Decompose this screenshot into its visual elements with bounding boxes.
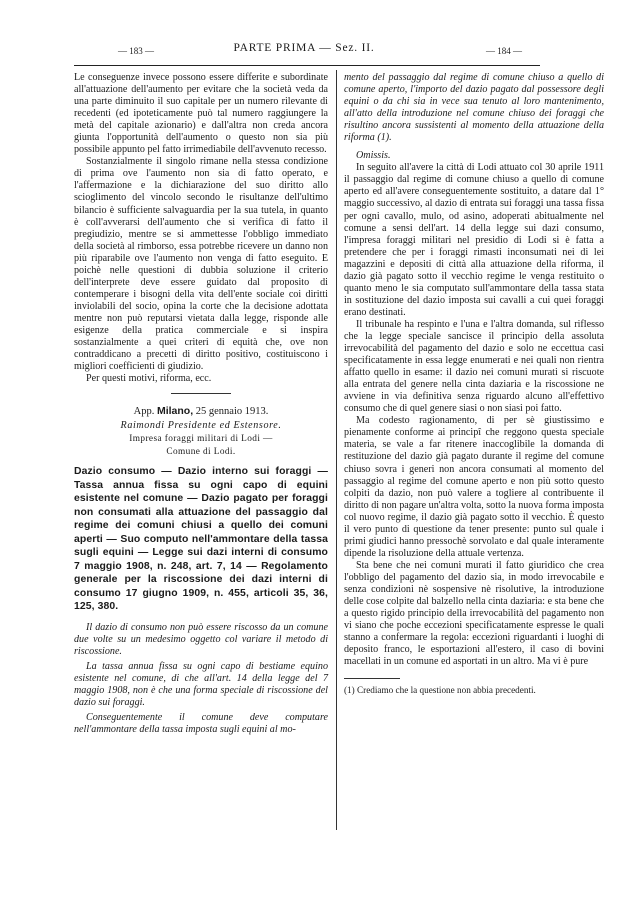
court-city: Milano, [156, 405, 194, 418]
section-separator [171, 393, 231, 394]
headnote: Dazio consumo — Dazio interno sui foraggi — Tassa annua fissa su ogni capo di equini esistente nel comune — Dazio pagato per foraggi non consumati alla attuazione del passaggio dal regime dei comuni chiusi a quello dei comuni aperti — Suo computo nell'ammontare della tassa sugli equini — Legge sui dazi interni di consumo 7 maggio 1908, n. 248, art. 7, 14 — Regolamento generale per la riscossione dei dazi interni di consumo 17 giugno 1909, n. 455, articoli 35, 36, 125, 380. [74, 466, 328, 613]
paragraph-facts: In seguito all'avere la città di Lodi attuato col 30 aprile 1911 il passaggio dal regime di comune chiuso a quello di comune aperto ed all'avere conseguentemente sostituito, a datare dal 1° maggio successivo, al dazio di entrata sui foraggi una tassa fissa per ogni cavallo, mulo, od asino, adoperati abitualmente nel comune a sensi dell'art. 14 della legge sui dazi consumo, l'impresa foraggi militari nel presidio di Lodi si è fatta a pretendere che per i foraggi rimasti inconsumati nei di lei magazzini e depositi di città alla attuazione della riforma, il dazio già pagato sotto il vecchio regime le venga restituito o quanto meno le sia computato sull'ammontare della tassa stata in sostituzione del dazio imposta sui cavalli a cui quei foraggi erano destinati. [344, 162, 604, 318]
party-defendant: Comune di Lodi. [166, 447, 236, 458]
column-divider [336, 70, 337, 830]
decision-day: 25 gennaio 1913. [195, 406, 269, 418]
paragraph-ruling: Per questi motivi, riforma, ecc. [86, 373, 212, 385]
principle-2: La tassa annua fissa su ogni capo di bestiame equino esistente nel comune, di che all'art. 14 della legge del 7 maggio 1908, non è che una forma speciale di riscossione del dazio sui foraggi. [74, 660, 328, 708]
party-plaintiff: Impresa foraggi militari di Lodi — [129, 434, 273, 445]
principle-1: Il dazio di consumo non può essere riscosso da un comune due volte su un medesimo oggetto col variare il metodo di riscossione. [74, 621, 328, 657]
footnote-rule [344, 678, 400, 679]
paragraph-reasoning: Ma codesto ragionamento, di per sè giustissimo e pienamente conforme ai principî che reggono questa speciale materia, se vale a far ritenere inaccoglibile la domanda di restituzione del dazio già pagato durante il regime del comune chiuso sovra i generi non ancora consumati al momento del passaggio al regime del comune aperto e non più sotto questo colpiti da dazio, non può valere a togliere al contribuente il diritto di non pagare un'altra volta, sotto la nuova forma imposta col nuovo regime, il dazio già pagato sotto il vecchio. È questo il vero punto di questione da tener presente: punto sul quale i primi giudici hanno pressochè sorvolato e dal quale interamente dipende la risoluzione della attuale vertenza. [344, 415, 604, 559]
section-title: PARTE PRIMA — Sez. II. [233, 42, 375, 54]
decision-judges: Raimondi Presidente ed Estensore. [120, 420, 282, 432]
paragraph-principle: Sta bene che nei comuni murati il fatto giuridico che crea l'obbligo del pagamento del dazio sia, in modo irrevocabile e senza condizioni nè sospensive nè risolutive, la introduzione delle cose colpite dal balzello nella cinta daziaria: e sta bene che a questo rigido principio della irrevocabilità del pagamento non vi siano che poche eccezioni specificatamente espresse le quali stanno a confermare la regola: eccezioni riguardanti i luoghi di deposito franco, le esportazioni all'estero, il caso di bovini macellati in un comune ed asportati in un altro. Ma vi è pure [344, 559, 604, 668]
paragraph-tribunal: Il tribunale ha respinto e l'una e l'altra domanda, sul riflesso che la legge speciale sancisce il principio della assoluta irrevocabilità del pagamento del dazio e solo ne eccettua casi specificatamente in essa legge enumerati e nei quali non rientra affatto quello in esame: il dazio nei comuni murati si riscuote alla entrata del genere nella cinta daziaria e la riscossione ne avviene in via definitiva senza riguardo alcuno all'effettivo consumo che di quel genere siasi o non siasi poi fatto. [344, 318, 604, 415]
right-column [344, 72, 604, 696]
paragraph-substance: Sostanzialmente il singolo rimane nella stessa condizione di prima ove l'aumento non sia di fatto operato, e l'affermazione e la dichiarazione del suo diritto allo scioglimento del vincolo secondo le risultanze dell'ultimo bilancio è sufficiente salvaguardia per la sua tutela, in quanto è coll'avverarsi dell'aumento che si verifica di fatto il pregiudizio, mentre se si ammettesse l'obbligo immediato della società al rimborso, essa potrebbe ricevere un danno non più riparabile ove l'aumento non venga di fatto eseguito. E poichè nelle questioni di dubbia soluzione il criterio dell'interprete deve essere guidato dal proposito di contemperare i bisogni della vita dell'ente sociale coi diritti inviolabili del socio, opina la corte che la decisione adottata mentre non può reputarsi vietata dalla legge, risponde alle esigenze della pratica commerciale e si inspira sostanzialmente a quei criteri di equità che, ove non contraddicano a precetti di diritto positivo, costituiscono i migliori coefficienti di giudizio. [74, 156, 328, 373]
left-column [74, 72, 328, 736]
footnote: (1) Crediamo che la questione non abbia precedenti. [344, 685, 536, 696]
right-page-number: — 184 — [486, 46, 522, 56]
paragraph-consequences: Le conseguenze invece possono essere differite e subordinate all'attuazione dell'aumento per evitare che la società veda da una parte diminuito il suo capitale per un numero rilevante di recedenti (ed ipoteticamente può tal numero raggiungere la metà del capitale azionario) e dall'altra non creda ancora giunta l'opportunità dell'aumento o questo non sia più possibile appunto pel fatto irrimediabile dell'avvenuto recesso. [74, 72, 328, 156]
running-header [74, 40, 534, 62]
decision-date [74, 404, 328, 419]
principle-3: Conseguentemente il comune deve computare nell'ammontare della tassa imposta sugli equini al mo- [74, 712, 328, 736]
principle-continuation: mento del passaggio dal regime di comune chiuso a quello di comune aperto, l'importo del dazio pagato dal possessore degli equini o da chi sia in vece sua tenuto al loro mantenimento, all'atto della introduzione nel comune chiuso dei foraggi che risultino ancora sussistenti al momento della attuazione della riforma (1). [344, 72, 604, 144]
court-prefix: App. [133, 406, 155, 418]
omissis: Omissis. [356, 150, 391, 162]
left-page-number: — 183 — [118, 46, 154, 56]
header-rule [74, 65, 540, 66]
